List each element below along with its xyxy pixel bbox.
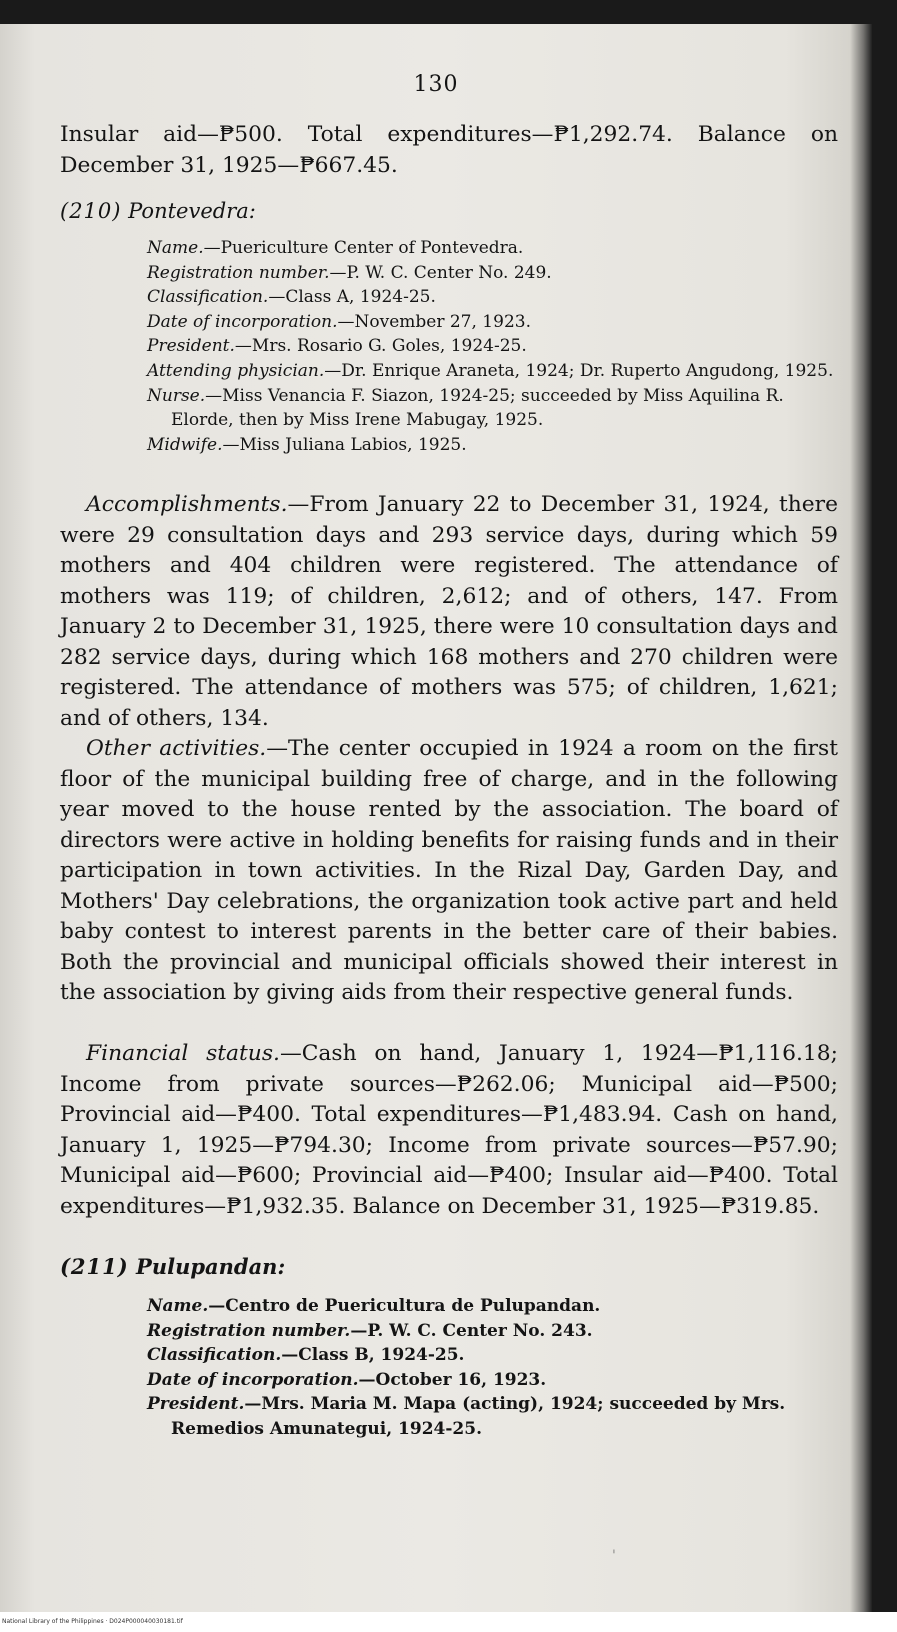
detail-key: Midwife. <box>147 434 223 455</box>
detail-key: Registration number. <box>147 262 330 283</box>
detail-entry <box>147 1343 837 1368</box>
section-number: (211) <box>60 1254 129 1279</box>
detail-key: President. <box>147 1394 245 1415</box>
detail-value: —Miss Juliana Labios, 1925. <box>222 434 467 455</box>
detail-value: —October 16, 1923. <box>358 1369 547 1390</box>
scanned-page <box>0 24 872 1612</box>
paragraph-text: —From January 22 to December 31, 1924, there were 29 consultation days and 293 service days, during which 59 mothers and 404 children were registered. The attendance of mothers was 119; of children, 2,612; and of others, 147. From January 2 to December 31, 1925, there were 10 consultation days and 282 service days, during which 168 mothers and 270 children were registered. The attendance of mothers was 575; of children, 1,621; and of others, 134. <box>60 492 838 731</box>
archive-footer: National Library of the Philippines · D024P000040030181.tif <box>0 1612 897 1632</box>
detail-key: President. <box>147 336 235 357</box>
section-211-details <box>147 1294 837 1442</box>
detail-value: —Class A, 1924-25. <box>268 287 436 308</box>
detail-entry <box>147 236 837 261</box>
paragraph-label: Financial status. <box>86 1041 280 1066</box>
detail-key: Date of incorporation. <box>147 311 338 332</box>
detail-entry <box>147 310 837 335</box>
financial-status-paragraph <box>60 1039 838 1222</box>
detail-key: Date of incorporation. <box>147 1369 359 1390</box>
detail-key: Classification. <box>147 1345 282 1366</box>
detail-key: Classification. <box>147 287 269 308</box>
paragraph-text: —The center occupied in 1924 a room on the first floor of the municipal building free of charge, and in the following year moved to the house rented by the association. The board of directors were active in holding benefits for raising funds and in their participation in town activities. In the Rizal Day, Garden Day, and Mothers' Day celebrations, the organization took active part and held baby contest to interest parents in the better care of their babies. Both the provincial and municipal officials showed their interest in the association by giving aids from their respective general funds. <box>60 736 838 1005</box>
section-place: Pontevedra: <box>128 199 256 223</box>
detail-value: —P. W. C. Center No. 243. <box>350 1320 593 1341</box>
detail-value: —Puericulture Center of Pontevedra. <box>203 238 524 258</box>
detail-entry <box>147 433 837 458</box>
section-210-heading <box>60 199 256 223</box>
page-edge-shadow <box>850 24 872 1612</box>
detail-key: Nurse. <box>147 385 206 406</box>
detail-value: —Centro de Puericultura de Pulupandan. <box>208 1296 601 1316</box>
detail-key: Attending physician. <box>147 360 325 381</box>
paragraph-label: Accomplishments. <box>86 492 288 517</box>
accomplishments-paragraph <box>60 490 838 734</box>
detail-entry <box>147 359 837 384</box>
page-number: 130 <box>413 72 459 97</box>
section-211-heading <box>60 1254 285 1279</box>
detail-entry <box>147 285 837 310</box>
detail-entry <box>147 1368 837 1393</box>
paragraph-label: Other activities. <box>86 736 267 761</box>
section-number: (210) <box>60 199 122 223</box>
other-activities-paragraph <box>60 734 838 1009</box>
scan-speck: ' <box>612 1548 616 1564</box>
intro-paragraph: Insular aid—₱500. Total expenditures—₱1,292.74. Balance on December 31, 1925—₱667.45. <box>60 122 838 178</box>
detail-value: —Mrs. Maria M. Mapa (acting), 1924; succeeded by Mrs. Remedios Amunategui, 1924-25. <box>171 1394 786 1439</box>
detail-entry <box>147 334 837 359</box>
detail-entry <box>147 1294 837 1319</box>
detail-key: Name. <box>147 238 204 258</box>
detail-entry <box>147 261 837 286</box>
detail-entry <box>147 1319 837 1344</box>
detail-value: —Mrs. Rosario G. Goles, 1924-25. <box>234 336 527 357</box>
section-place: Pulupandan: <box>136 1254 286 1279</box>
detail-value: —Miss Venancia F. Siazon, 1924-25; succeeded by Miss Aquilina R. Elorde, then by Miss Irene Mabugay, 1925. <box>171 385 784 431</box>
detail-value: —P. W. C. Center No. 249. <box>329 262 552 283</box>
detail-key: Registration number. <box>147 1320 351 1341</box>
detail-key: Name. <box>147 1296 209 1316</box>
detail-value: —Class B, 1924-25. <box>281 1345 465 1366</box>
detail-value: —November 27, 1923. <box>337 311 531 332</box>
paragraph-text: —Cash on hand, January 1, 1924—₱1,116.18; Income from private sources—₱262.06; Municipal aid—₱500; Provincial aid—₱400. Total expenditures—₱1,483.94. Cash on hand, January 1, 1925—₱794.30; Income from private sources—₱57.90; Municipal aid—₱600; Provincial aid—₱400; Insular aid—₱400. Total expenditures—₱1,932.35. Balance on December 31, 1925—₱319.85. <box>60 1041 838 1219</box>
section-210-details <box>147 236 837 457</box>
detail-entry <box>147 384 837 433</box>
detail-value: —Dr. Enrique Araneta, 1924; Dr. Ruperto Angudong, 1925. <box>324 360 834 381</box>
detail-entry <box>147 1392 837 1441</box>
